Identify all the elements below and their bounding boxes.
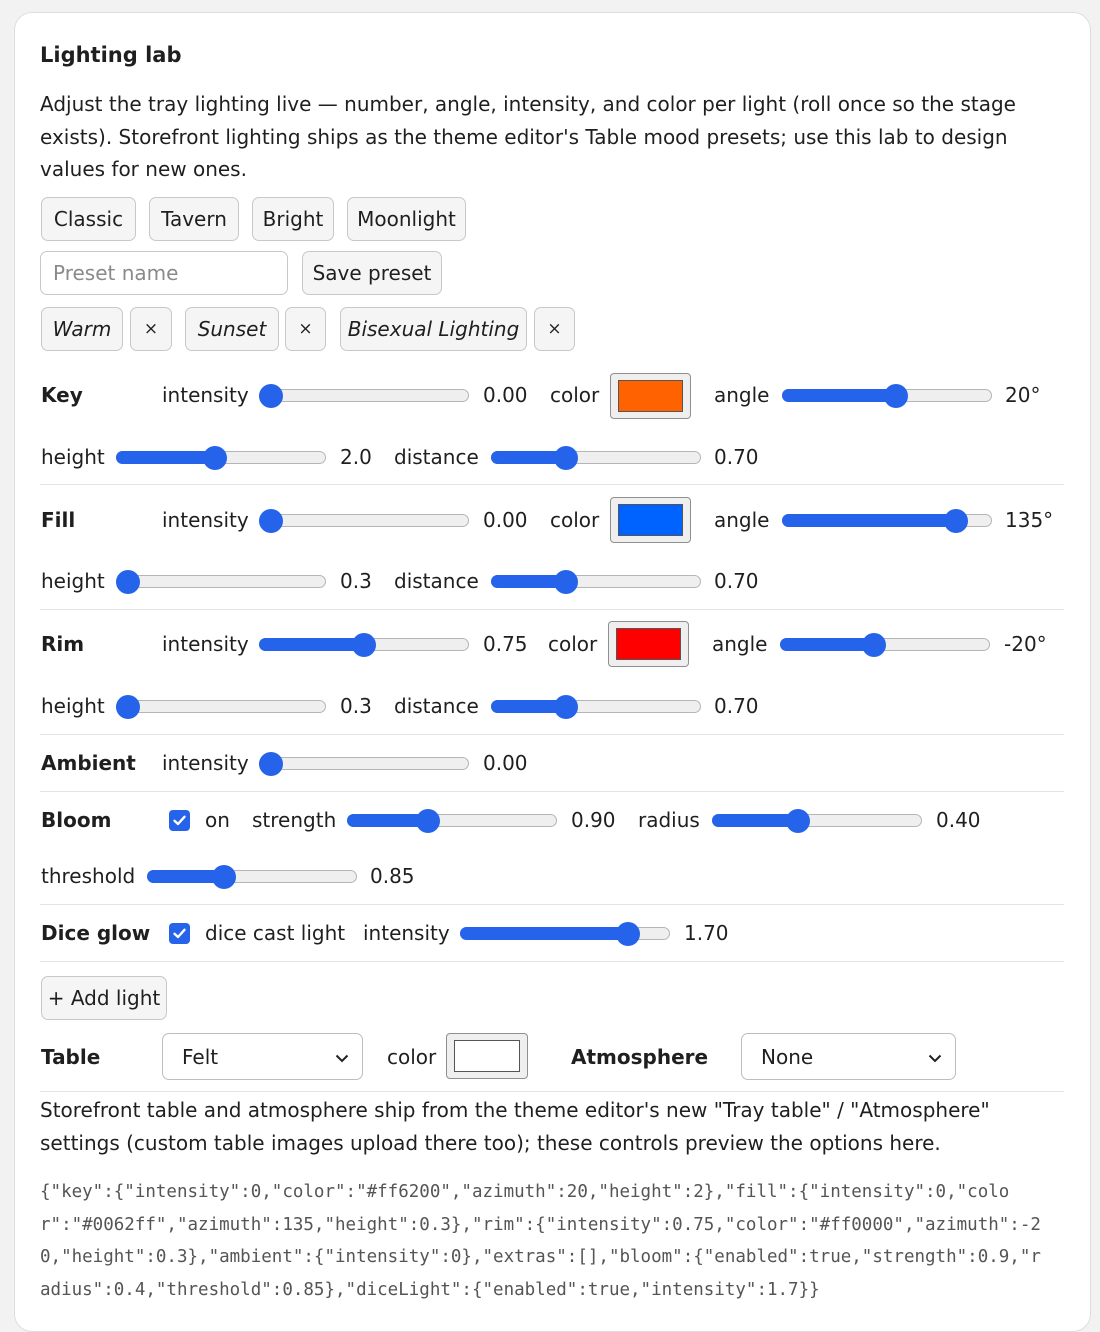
slider-thumb[interactable] — [259, 752, 283, 776]
fill-angle-label: angle — [714, 508, 770, 532]
atmosphere-select-value: None — [761, 1044, 814, 1069]
key-light-label: Key — [41, 383, 83, 407]
bloom-radius-slider[interactable] — [712, 814, 922, 827]
key-angle-value: 20° — [1005, 383, 1041, 407]
dice-glow-intensity-slider[interactable] — [460, 927, 670, 940]
slider-thumb[interactable] — [259, 509, 283, 533]
key-color-label: color — [550, 383, 600, 407]
fill-height-label: height — [41, 569, 105, 593]
key-intensity-value: 0.00 — [483, 383, 528, 407]
section-divider — [40, 961, 1064, 962]
intro-text: Adjust the tray lighting live — number, angle, intensity, and color per light (roll once so the stage exists). Storefront lighting ships as the theme editor's Table mood presets; use this lab to design values for new ones. — [40, 92, 1016, 181]
section-divider — [40, 791, 1064, 792]
preset-name-input[interactable] — [40, 251, 288, 295]
section-divider — [40, 1091, 1064, 1092]
fill-light-label: Fill — [41, 508, 76, 532]
key-distance-slider[interactable] — [491, 451, 701, 464]
storefront-note: Storefront table and atmosphere ship from the theme editor's new "Tray table" / "Atmosphere" settings (custom table images upload there too); these controls preview the options here. — [40, 1098, 990, 1155]
add-light-button[interactable]: + Add light — [41, 976, 167, 1020]
rim-distance-label: distance — [394, 694, 479, 718]
dice-cast-light-label: dice cast light — [205, 921, 346, 945]
fill-intensity-slider[interactable] — [259, 514, 469, 527]
slider-thumb[interactable] — [554, 695, 578, 719]
fill-angle-slider[interactable] — [782, 514, 992, 527]
rim-height-label: height — [41, 694, 105, 718]
rim-height-slider[interactable] — [116, 700, 326, 713]
rim-angle-slider[interactable] — [780, 638, 990, 651]
key-intensity-label: intensity — [162, 383, 249, 407]
chevron-down-icon — [334, 1050, 350, 1066]
bloom-threshold-label: threshold — [41, 864, 136, 888]
table-label: Table — [41, 1045, 101, 1069]
dice-glow-label: Dice glow — [41, 921, 151, 945]
preset-bright-button[interactable]: Bright — [252, 197, 334, 241]
bloom-strength-slider[interactable] — [347, 814, 557, 827]
ambient-label: Ambient — [41, 751, 136, 775]
remove-preset-bisexual-lighting-button[interactable]: × — [534, 307, 575, 351]
key-height-slider[interactable] — [116, 451, 326, 464]
key-color-picker[interactable] — [610, 373, 691, 419]
rim-height-value: 0.3 — [340, 694, 372, 718]
slider-thumb[interactable] — [116, 695, 140, 719]
section-divider — [40, 734, 1064, 735]
rim-intensity-value: 0.75 — [483, 632, 528, 656]
bloom-label: Bloom — [41, 808, 112, 832]
fill-color-swatch — [618, 504, 683, 536]
slider-thumb[interactable] — [416, 809, 440, 833]
check-icon — [172, 813, 187, 828]
rim-color-swatch — [616, 628, 681, 660]
check-icon — [172, 926, 187, 941]
bloom-strength-label: strength — [252, 808, 337, 832]
dice-glow-intensity-label: intensity — [363, 921, 450, 945]
dice-glow-intensity-value: 1.70 — [684, 921, 729, 945]
slider-thumb[interactable] — [212, 865, 236, 889]
key-color-swatch — [618, 380, 683, 412]
fill-distance-value: 0.70 — [714, 569, 759, 593]
bloom-threshold-value: 0.85 — [370, 864, 415, 888]
fill-height-slider[interactable] — [116, 575, 326, 588]
rim-intensity-slider[interactable] — [259, 638, 469, 651]
slider-thumb[interactable] — [944, 509, 968, 533]
save-preset-button[interactable]: Save preset — [302, 251, 442, 295]
slider-thumb[interactable] — [203, 446, 227, 470]
table-select-value: Felt — [182, 1044, 219, 1069]
rim-color-picker[interactable] — [608, 621, 689, 667]
fill-distance-label: distance — [394, 569, 479, 593]
ambient-intensity-value: 0.00 — [483, 751, 528, 775]
table-select[interactable] — [162, 1033, 363, 1080]
json-output: {"key":{"intensity":0,"color":"#ff6200","azimuth":20,"height":2},"fill":{"intensity":0,"color":"#0062ff","azimuth":135,"height":0.3},"rim":{"intensity":0.75,"color":"#ff0000","azimuth":-20,"height":0.3},"ambient":{"intensity":0},"extras":[],"bloom":{"enabled":true,"strength":0.9,"radius":0.4,"threshold":0.85},"diceLight":{"enabled":true,"intensity":1.7}} — [40, 1182, 1041, 1301]
dice-glow-enabled-checkbox[interactable] — [169, 923, 190, 944]
saved-preset-sunset-button[interactable]: Sunset — [185, 307, 279, 351]
rim-angle-value: -20° — [1004, 632, 1047, 656]
key-angle-label: angle — [714, 383, 770, 407]
fill-color-label: color — [550, 508, 600, 532]
table-color-label: color — [387, 1045, 437, 1069]
bloom-radius-label: radius — [638, 808, 700, 832]
bloom-threshold-slider[interactable] — [147, 870, 357, 883]
fill-angle-value: 135° — [1005, 508, 1054, 532]
remove-preset-warm-button[interactable]: × — [130, 307, 172, 351]
key-angle-slider[interactable] — [782, 389, 992, 402]
fill-intensity-label: intensity — [162, 508, 249, 532]
fill-height-value: 0.3 — [340, 569, 372, 593]
slider-thumb[interactable] — [554, 570, 578, 594]
atmosphere-label: Atmosphere — [571, 1045, 709, 1069]
slider-thumb[interactable] — [554, 446, 578, 470]
slider-thumb[interactable] — [259, 384, 283, 408]
preset-tavern-button[interactable]: Tavern — [149, 197, 239, 241]
section-divider — [40, 609, 1064, 610]
fill-color-picker[interactable] — [610, 497, 691, 543]
remove-preset-sunset-button[interactable]: × — [285, 307, 326, 351]
section-divider — [40, 484, 1064, 485]
slider-thumb[interactable] — [616, 922, 640, 946]
bloom-radius-value: 0.40 — [936, 808, 981, 832]
section-divider — [40, 904, 1064, 905]
rim-color-label: color — [548, 632, 598, 656]
bloom-on-label: on — [205, 808, 230, 832]
slider-thumb[interactable] — [884, 384, 908, 408]
bloom-strength-value: 0.90 — [571, 808, 616, 832]
ambient-intensity-slider[interactable] — [259, 757, 469, 770]
slider-thumb[interactable] — [352, 633, 376, 657]
chevron-down-icon — [927, 1050, 943, 1066]
rim-angle-label: angle — [712, 632, 768, 656]
key-intensity-slider[interactable] — [259, 389, 469, 402]
saved-preset-bisexual-lighting-button[interactable]: Bisexual Lighting — [340, 307, 527, 351]
key-height-label: height — [41, 445, 105, 469]
slider-thumb[interactable] — [786, 809, 810, 833]
rim-distance-value: 0.70 — [714, 694, 759, 718]
atmosphere-select[interactable] — [741, 1033, 956, 1080]
ambient-intensity-label: intensity — [162, 751, 249, 775]
slider-thumb[interactable] — [862, 633, 886, 657]
rim-intensity-label: intensity — [162, 632, 249, 656]
saved-preset-warm-button[interactable]: Warm — [41, 307, 123, 351]
table-color-picker[interactable] — [446, 1033, 528, 1079]
fill-distance-slider[interactable] — [491, 575, 701, 588]
key-distance-label: distance — [394, 445, 479, 469]
key-distance-value: 0.70 — [714, 445, 759, 469]
rim-light-label: Rim — [41, 632, 85, 656]
table-color-swatch — [454, 1040, 520, 1072]
panel-title: Lighting lab — [40, 43, 182, 67]
preset-classic-button[interactable]: Classic — [41, 197, 136, 241]
bloom-enabled-checkbox[interactable] — [169, 810, 190, 831]
slider-thumb[interactable] — [116, 570, 140, 594]
rim-distance-slider[interactable] — [491, 700, 701, 713]
fill-intensity-value: 0.00 — [483, 508, 528, 532]
preset-moonlight-button[interactable]: Moonlight — [347, 197, 466, 241]
key-height-value: 2.0 — [340, 445, 372, 469]
